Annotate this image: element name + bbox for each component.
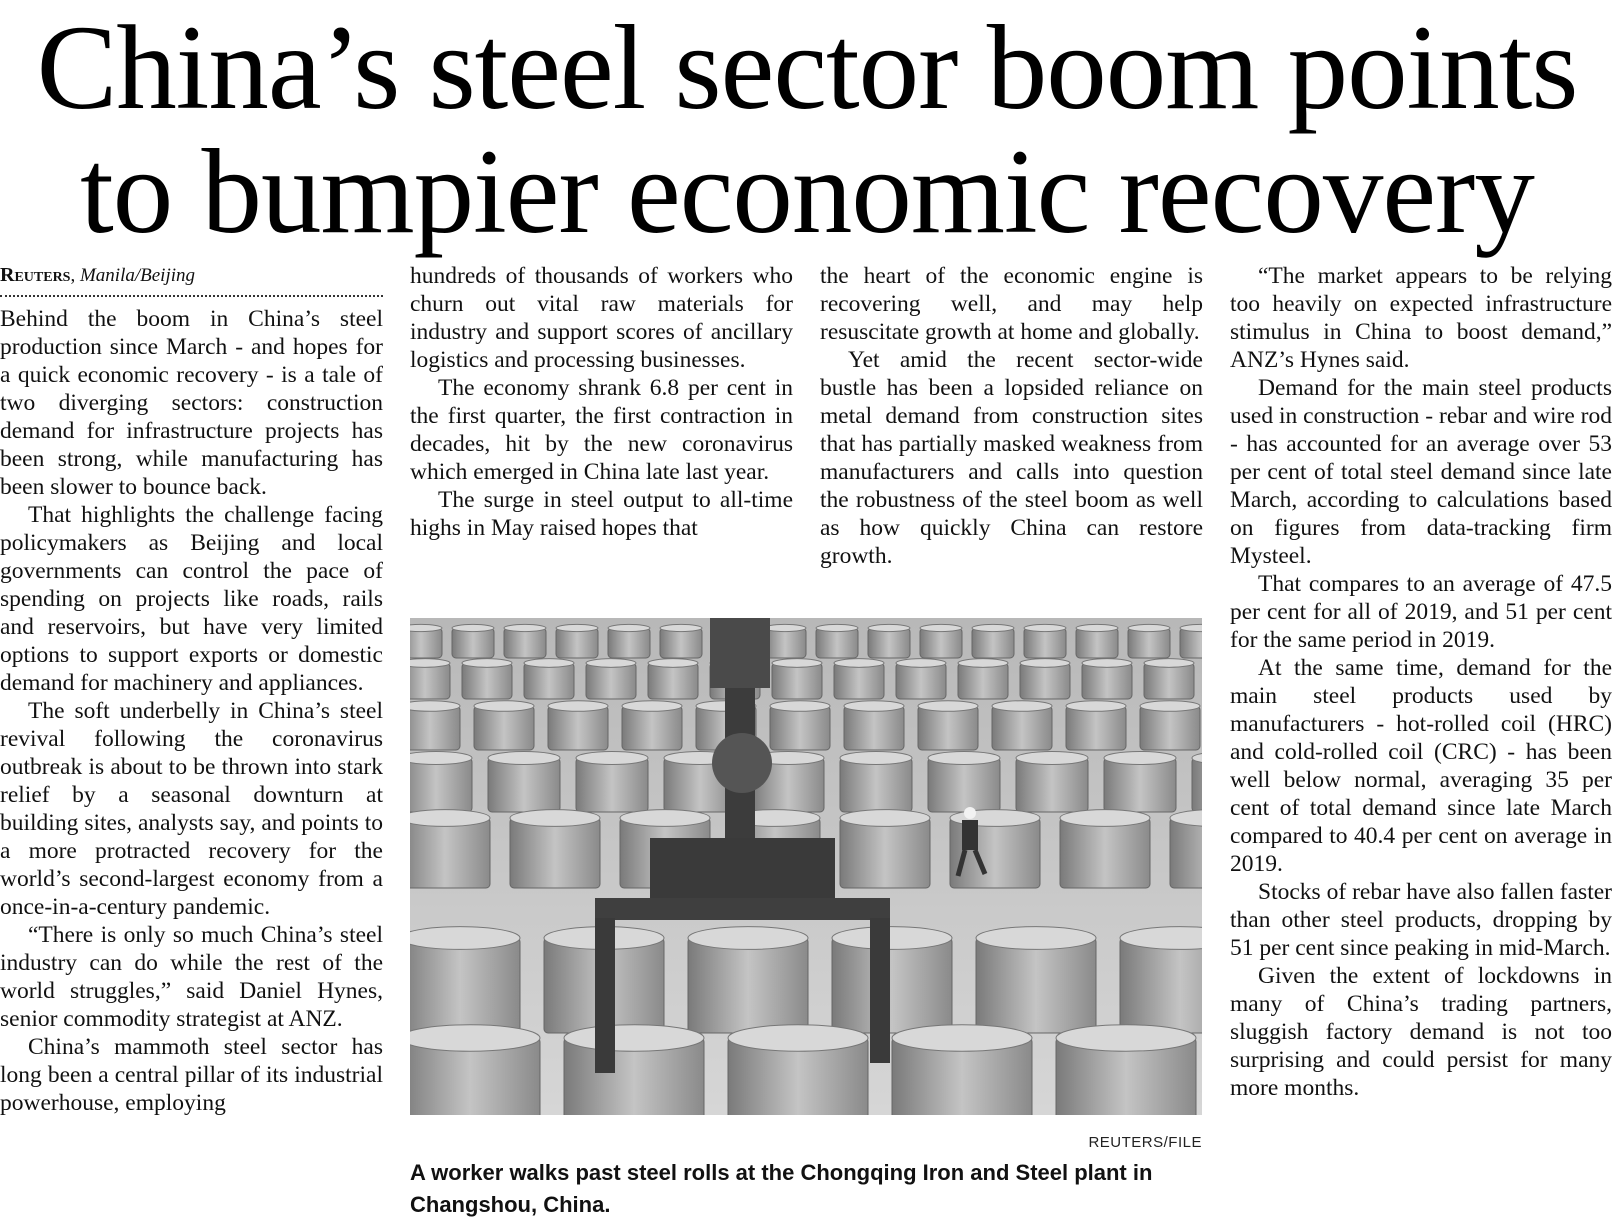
steel-coil	[688, 927, 808, 1033]
steel-coil	[728, 1025, 868, 1115]
steel-coil	[488, 752, 560, 812]
steel-coil	[868, 624, 910, 658]
steel-coil	[920, 624, 962, 658]
steel-coil	[918, 701, 978, 750]
steel-coil	[524, 659, 574, 699]
steel-coil	[892, 1025, 1032, 1115]
steel-coil	[660, 624, 702, 658]
steel-coil	[958, 659, 1008, 699]
steel-coil	[1104, 752, 1176, 812]
steel-coil	[1082, 659, 1132, 699]
steel-coil	[1060, 810, 1150, 888]
steel-coil	[410, 701, 460, 750]
steel-coil	[1170, 810, 1202, 888]
steel-coil	[832, 927, 952, 1033]
headline	[0, 1, 1614, 259]
steel-rolls-photo	[410, 618, 1202, 1115]
steel-coil	[576, 752, 648, 812]
steel-coil	[896, 659, 946, 699]
steel-coil	[840, 752, 912, 812]
steel-coil	[1066, 701, 1126, 750]
steel-coil	[410, 927, 520, 1033]
steel-coil	[772, 659, 822, 699]
steel-coil	[1144, 659, 1194, 699]
article-paragraph: Given the extent of lockdowns in many of China’s trading partners, sluggish factory demand is not too surprising and could persist for many more months.	[1230, 963, 1612, 1101]
steel-coil	[648, 659, 698, 699]
steel-coil	[608, 624, 650, 658]
steel-coil	[410, 810, 490, 888]
article-paragraph: Behind the boom in China’s steel production since March - and hopes for a quick economic recovery - is a tale of two diverging sectors: construction demand for infrastructure projects has been strong, while manufacturing has been slower to bounce back.	[0, 306, 383, 500]
steel-coil	[410, 752, 472, 812]
article-paragraph: That highlights the challenge facing policymakers as Beijing and local governments can control the pace of spending on projects like roads, rails and reservoirs, but have very limited options to support exports or domestic demand for machinery and appliances.	[0, 502, 383, 696]
steel-coil	[548, 701, 608, 750]
steel-coil	[834, 659, 884, 699]
headline-line-2: to bumpier economic recovery	[80, 125, 1534, 259]
headline-line-1: China’s steel sector boom points	[36, 1, 1578, 135]
steel-coil	[410, 624, 442, 658]
steel-coil	[1020, 659, 1070, 699]
steel-coil	[410, 1025, 540, 1115]
steel-coil	[816, 624, 858, 658]
article-column-3	[820, 262, 1203, 570]
steel-coil	[1140, 701, 1200, 750]
steel-coil	[770, 701, 830, 750]
steel-coil	[1120, 927, 1202, 1033]
steel-coil	[992, 701, 1052, 750]
steel-coil	[510, 810, 600, 888]
article-column-2	[410, 262, 793, 542]
byline: Reuters, Manila/Beijing	[0, 262, 383, 297]
steel-coil	[564, 1025, 704, 1115]
steel-coil	[452, 624, 494, 658]
steel-coil	[928, 752, 1000, 812]
article-paragraph: Stocks of rebar have also fallen faster than other steel products, dropping by 51 per cent since peaking in mid-March.	[1230, 879, 1612, 961]
steel-coil	[586, 659, 636, 699]
article-paragraph: the heart of the economic engine is recovering well, and may help resuscitate growth at home and globally.	[820, 263, 1203, 345]
article-paragraph: Yet amid the recent sector-wide bustle has been a lopsided reliance on metal demand from construction sites that has partially masked weakness from manufacturers and calls into question the robustness of the steel boom as well as how quickly China can restore growth.	[820, 347, 1203, 569]
article-paragraph: The surge in steel output to all-time highs in May raised hopes that	[410, 487, 793, 541]
steel-coil	[1128, 624, 1170, 658]
article-paragraph: At the same time, demand for the main steel products used by manufacturers - hot-rolled coil (HRC) and cold-rolled coil (CRC) - has been well below normal, averaging 35 per cent of total demand since late March compared to 40.4 per cent on average in 2019.	[1230, 655, 1612, 877]
steel-coil	[622, 701, 682, 750]
article-paragraph: That compares to an average of 47.5 per cent for all of 2019, and 51 per cent for the same period in 2019.	[1230, 571, 1612, 653]
steel-coil	[1016, 752, 1088, 812]
steel-coil	[1056, 1025, 1196, 1115]
steel-coil	[1180, 624, 1202, 658]
photo-caption: A worker walks past steel rolls at the Chongqing Iron and Steel plant in Changshou, China.	[410, 1160, 1153, 1217]
steel-coil	[972, 624, 1014, 658]
steel-coil	[410, 659, 450, 699]
steel-coil	[474, 701, 534, 750]
photo-illustration	[410, 618, 1202, 1115]
steel-coil	[1076, 624, 1118, 658]
article-column-4	[1230, 262, 1612, 1102]
byline-location: Manila/Beijing	[79, 265, 196, 286]
byline-agency: Reuters	[0, 264, 71, 286]
article-paragraph: “There is only so much China’s steel industry can do while the rest of the world struggles,” said Daniel Hynes, senior commodity strategist at ANZ.	[0, 922, 383, 1032]
article-paragraph: The soft underbelly in China’s steel revival following the coronavirus outbreak is about to be thrown into stark relief by a seasonal downturn at building sites, analysts say, and points to a more protracted recovery for the world’s second-largest economy from a once-in-a-century pandemic.	[0, 698, 383, 920]
article-paragraph: hundreds of thousands of workers who churn out vital raw materials for industry and support scores of ancillary logistics and processing businesses.	[410, 263, 793, 373]
article-paragraph: Demand for the main steel products used in construction - rebar and wire rod - has accounted for an average over 53 per cent of total steel demand since late March, according to calculations based on figures from data-tracking firm Mysteel.	[1230, 375, 1612, 569]
photo-credit: REUTERS/FILE	[1088, 1134, 1202, 1151]
steel-coil	[844, 701, 904, 750]
steel-coil	[504, 624, 546, 658]
steel-coil	[1024, 624, 1066, 658]
article-paragraph: China’s mammoth steel sector has long been a central pillar of its industrial powerhouse, employing	[0, 1034, 383, 1116]
article-paragraph: “The market appears to be relying too heavily on expected infrastructure stimulus in China to boost demand,” ANZ’s Hynes said.	[1230, 263, 1612, 373]
steel-coil	[556, 624, 598, 658]
article-paragraph: The economy shrank 6.8 per cent in the first quarter, the first contraction in decades, hit by the new coronavirus which emerged in China late last year.	[410, 375, 793, 485]
steel-coil	[840, 810, 930, 888]
steel-coil	[764, 624, 806, 658]
steel-coil	[462, 659, 512, 699]
steel-coil	[976, 927, 1096, 1033]
steel-coil	[1192, 752, 1202, 812]
article-column-1	[0, 262, 383, 1117]
